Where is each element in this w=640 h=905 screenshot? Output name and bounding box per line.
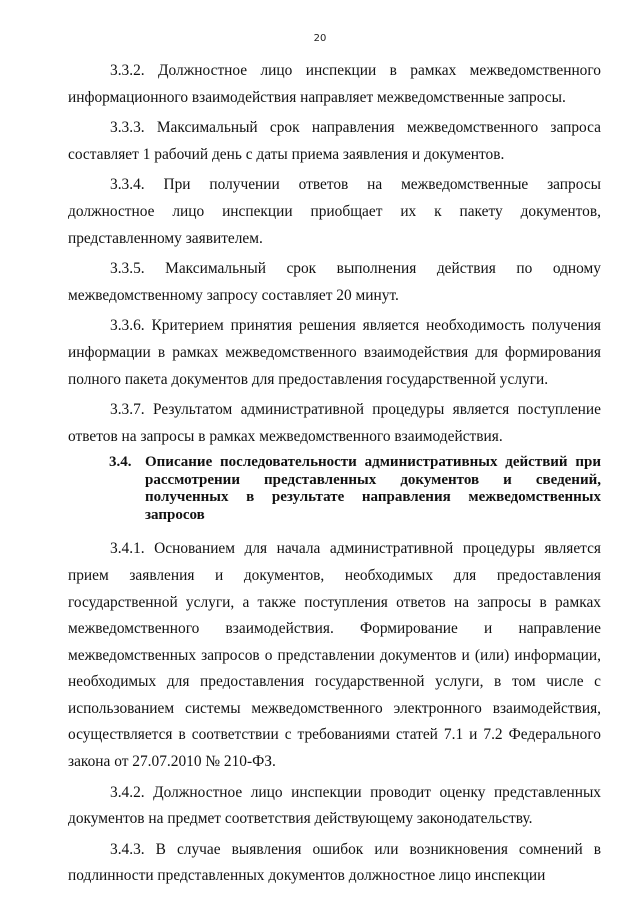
paragraph-3-3-6: 3.3.6. Критерием принятия решения является необходимость получения информации в рамках межведомственного взаимодействия для формирования полного пакета документов для предоставления государственной услуги.	[68, 317, 601, 388]
section-heading-number: 3.4.	[109, 454, 132, 471]
section-heading-text: Описание последовательности административных действий при рассмотрении представленных документов и сведений, полученных в результате направления межведомственных запросов	[145, 454, 601, 523]
paragraph-3-4-1: 3.4.1. Основанием для начала административной процедуры является прием заявления и документов, необходимых для предоставления государственной услуги, а также поступления ответов на запросы в рамках межведомственного взаимодействия. Формирование и направление межведомственных запросов о представлении документов и (или) информации, необходимых для предоставления государственной услуги, в том числе с использованием системы межведомственного электронного взаимодействия, осуществляется в соответствии с требованиями статей 7.1 и 7.2 Федерального закона от 27.07.2010 № 210-ФЗ.	[68, 540, 601, 771]
paragraph-3-4-2: 3.4.2. Должностное лицо инспекции проводит оценку представленных документов на предмет соответствия действующему законодательству.	[68, 783, 601, 828]
paragraph-3-4-3: 3.4.3. В случае выявления ошибок или возникновения сомнений в подлинности представленных документов должностное лицо инспекции	[68, 840, 601, 885]
paragraph-3-3-4: 3.3.4. При получении ответов на межведомственные запросы должностное лицо инспекции приобщает их к пакету документов, представленному заявителем.	[68, 176, 601, 247]
paragraph-3-3-7: 3.3.7. Результатом административной процедуры является поступление ответов на запросы в рамках межведомственного взаимодействия.	[68, 401, 601, 445]
section-heading-3-4	[68, 454, 601, 524]
paragraph-3-3-2: 3.3.2. Должностное лицо инспекции в рамках межведомственного информационного взаимодействия направляет межведомственные запросы.	[68, 62, 601, 106]
document-body	[68, 58, 601, 894]
paragraph-3-3-5: 3.3.5. Максимальный срок выполнения действия по одному межведомственному запросу составляет 20 минут.	[68, 260, 601, 304]
paragraph-3-3-3: 3.3.3. Максимальный срок направления межведомственного запроса составляет 1 рабочий день с даты приема заявления и документов.	[68, 119, 601, 163]
page-number: 20	[313, 33, 327, 44]
